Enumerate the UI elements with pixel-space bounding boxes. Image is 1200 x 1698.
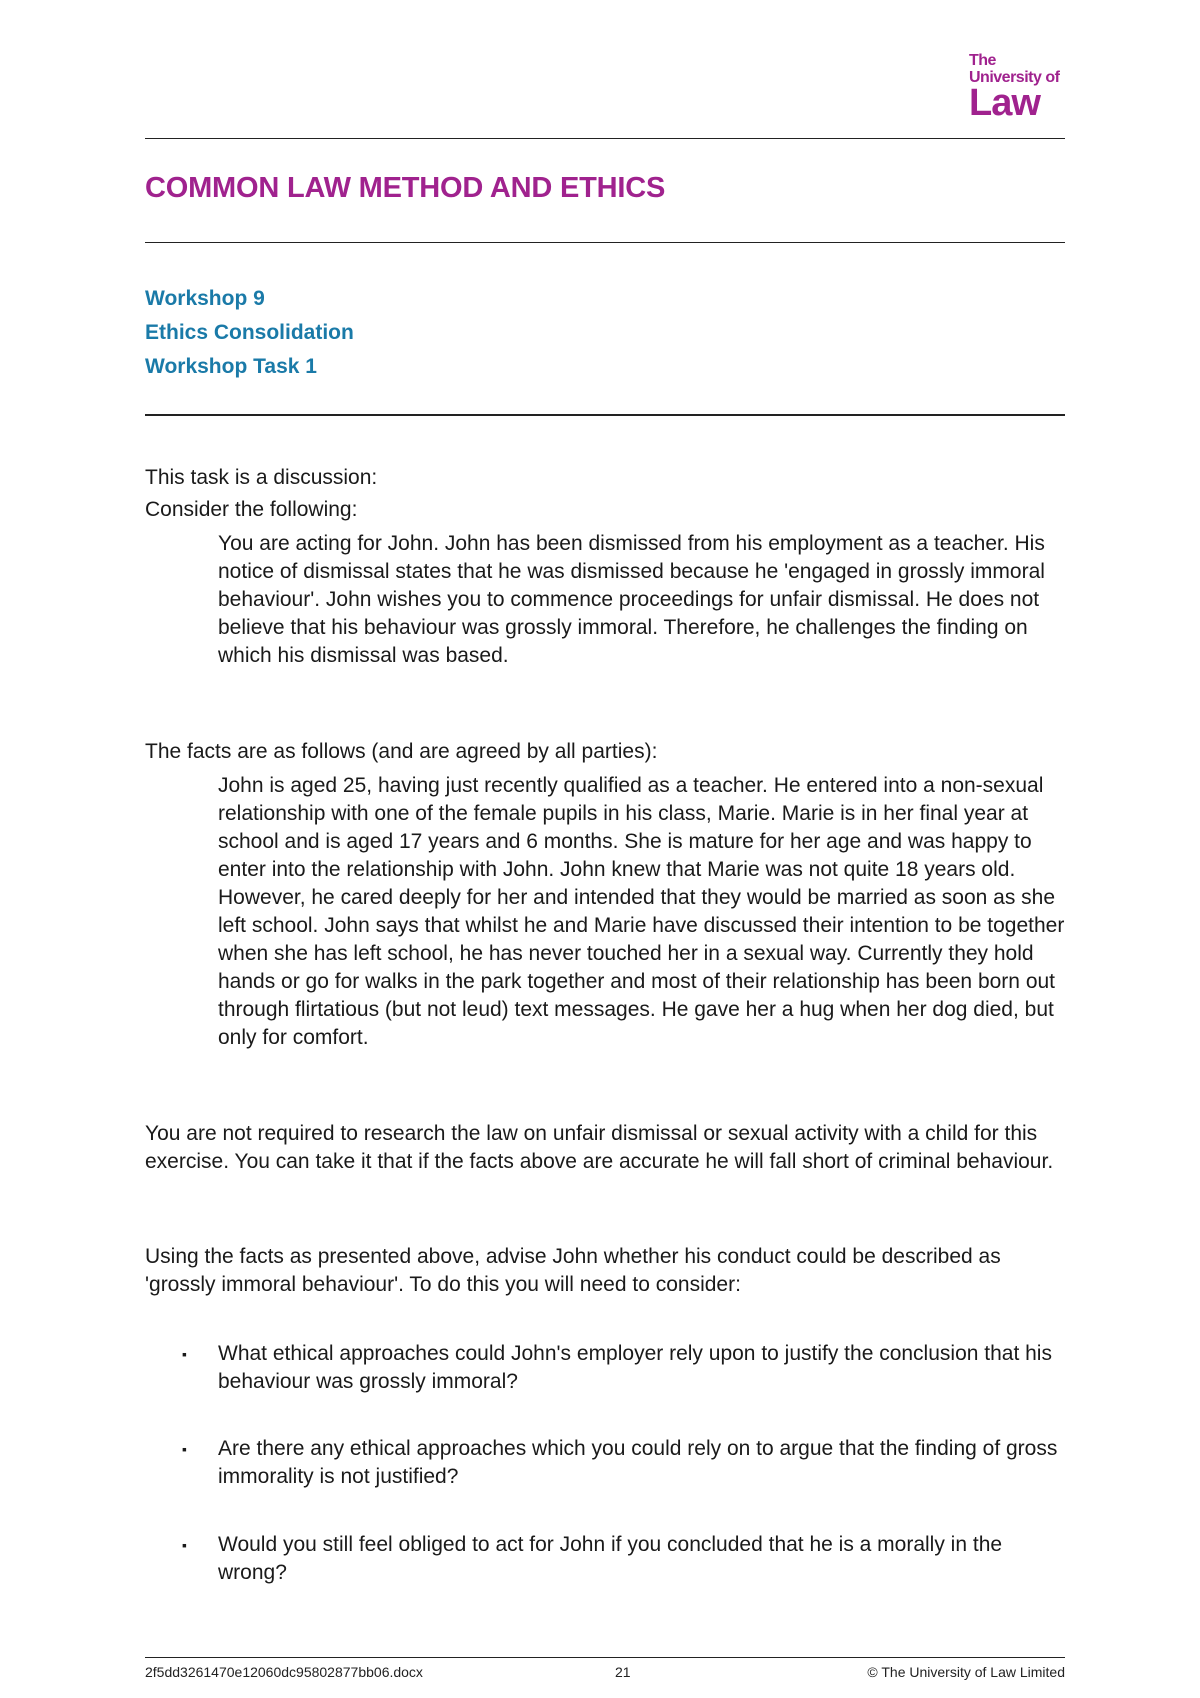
title-divider: [145, 242, 1065, 243]
university-of-law-logo: [969, 52, 1065, 124]
question-3: Would you still feel obliged to act for John if you concluded that he is a morally in the wrong?: [218, 1533, 1003, 1584]
logo-line-3: Law: [969, 82, 1040, 124]
bullet-marker: ▪: [182, 1346, 187, 1362]
question-2: Are there any ethical approaches which you could rely on to argue that the finding of gross immorality is not justified?: [218, 1437, 1058, 1488]
footer-divider: [145, 1657, 1065, 1658]
advise-paragraph: Using the facts as presented above, advise John whether his conduct could be described as 'grossly immoral behaviour'. To do this you will need to consider:: [145, 1245, 1001, 1296]
top-divider: [145, 138, 1065, 139]
footer-filename: 2f5dd3261470e12060dc95802877bb06.docx: [145, 1664, 423, 1680]
scenario-paragraph: You are acting for John. John has been dismissed from his employment as a teacher. His notice of dismissal states that he was dismissed because he 'engaged in grossly immoral behaviour'. John wishes you to commence proceedings for unfair dismissal. He does not believe that his behaviour was grossly immoral. Therefore, he challenges the finding on which his dismissal was based.: [218, 532, 1045, 667]
bullet-marker: ▪: [182, 1537, 187, 1553]
logo-line-2: University of: [969, 69, 1060, 86]
heading-divider: [145, 414, 1065, 416]
logo-line-1: The: [969, 52, 996, 69]
bullet-marker: ▪: [182, 1441, 187, 1457]
consider-text: Consider the following:: [145, 498, 358, 521]
document-title: COMMON LAW METHOD AND ETHICS: [145, 172, 666, 204]
workshop-number: Workshop 9: [145, 287, 265, 310]
workshop-task: Workshop Task 1: [145, 355, 317, 378]
facts-paragraph: John is aged 25, having just recently qualified as a teacher. He entered into a non-sexual relationship with one of the female pupils in his class, Marie. Marie is in her final year at school and is aged 17 years and 6 months. She is mature for her age and was happy to enter into the relationship with John. John knew that Marie was not quite 18 years old. However, he cared deeply for her and intended that they would be married as soon as she left school. John says that whilst he and Marie have discussed their intention to be together when she has left school, he has never touched her in a sexual way. Currently they hold hands or go for walks in the park together and most of their relationship has been born out through flirtatious (but not leud) text messages. He gave her a hug when her dog died, but only for comfort.: [218, 774, 1065, 1049]
workshop-topic: Ethics Consolidation: [145, 321, 354, 344]
question-1: What ethical approaches could John's employer rely upon to justify the conclusion that his behaviour was grossly immoral?: [218, 1342, 1052, 1393]
note-paragraph: You are not required to research the law on unfair dismissal or sexual activity with a child for this exercise. You can take it that if the facts above are accurate he will fall short of criminal behaviour.: [145, 1122, 1054, 1173]
footer-page-number: 21: [615, 1664, 631, 1680]
footer-copyright: © The University of Law Limited: [867, 1664, 1065, 1680]
intro-text: This task is a discussion:: [145, 466, 378, 489]
document-page: [145, 0, 1065, 1698]
facts-intro: The facts are as follows (and are agreed by all parties):: [145, 740, 658, 763]
